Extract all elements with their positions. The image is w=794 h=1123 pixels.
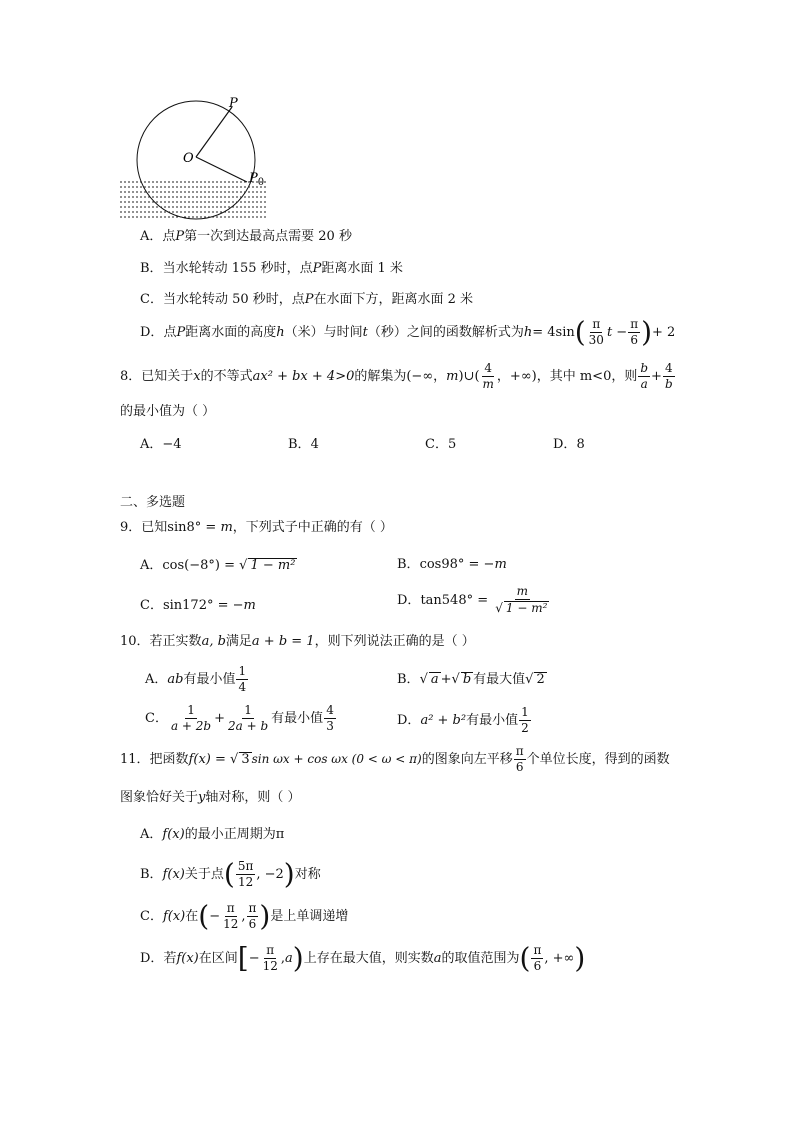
option-label: A． [145,672,168,688]
option-text: 对称 [294,867,321,883]
denominator: 12 [237,875,254,890]
denominator: 4 [238,680,247,695]
radicand: 1 − m² [505,601,548,616]
numerator: π [225,902,237,917]
fraction [236,860,256,889]
denominator: 6 [248,917,257,932]
numerator: π [590,318,602,333]
q8-stem [120,362,676,392]
fraction [226,704,270,733]
option-label: D． [140,325,164,341]
option-text: 有最大值 [473,672,526,687]
q8-choice-d [553,438,585,451]
option-text: 有最小值 [466,713,519,729]
fraction [261,944,280,973]
paren-open: ( [519,941,531,975]
label-O: O [183,151,194,166]
option-label: C． [425,437,448,452]
numerator: 4 [663,362,675,377]
q11-option-a [140,828,284,841]
operator: + [440,672,452,687]
paren-close: ) [283,857,295,891]
var-m: m [220,520,233,535]
denominator: 2a + b [228,719,269,734]
denominator: 3 [326,719,334,734]
numerator: 1 [519,706,531,721]
formula: f(x) = [188,752,231,768]
paren-close: ) [641,315,653,349]
var-m: m [494,557,507,572]
formula: a + b = 1 [251,634,315,649]
option-text: 有最小值 [271,711,324,727]
q9-option-b [397,558,507,571]
stem-text: 已知关于 [141,369,194,385]
fraction [481,362,496,391]
paren-open: ( [574,315,586,349]
stem-text: ，+∞)，其中 m<0，则 [496,369,638,385]
stem-text: 的最小值为（ ） [120,404,216,419]
stem-text: 的解集为(−∞， [354,369,447,385]
fraction [514,745,526,774]
option-label: A． [140,558,163,573]
question-number: 11． [120,752,150,768]
denominator: 30 [588,333,604,348]
q11-option-d: D．若f(x)在区间[− $\frac{\pi}{12}$ ,a)上存在最大值，则实数a的取值范围为( $\frac{\pi}{6}$ , +∞) [140,941,586,975]
numerator: π [264,944,276,959]
q9-stem [120,521,393,534]
formula: f(x) [162,827,185,842]
stem-text: ，则下列说法正确的是（ ） [314,634,475,649]
sqrt-sign: √ [451,672,460,687]
fraction [663,362,675,391]
var-p: P [304,292,314,307]
denominator: a + 2b [170,719,212,734]
formula: f(x) [162,867,185,883]
formula: cos98° = − [419,557,495,572]
q7-option-a [140,230,352,243]
stem-text: 满足 [225,634,252,649]
denominator: b [664,377,673,392]
numerator: π [514,745,526,760]
question-number: 9． [120,520,142,535]
option-text: 点 [162,229,176,244]
stem-text: 已知 [141,520,168,535]
radicand: 3 [241,752,250,768]
option-label: C． [140,909,163,925]
option-text: 距离水面 1 米 [321,261,403,276]
denominator: a [640,377,648,392]
formula: f(x) [176,951,199,967]
section-heading: 二、多选题 [120,495,186,510]
formula: tan548° = [420,592,493,608]
water-wheel-figure [115,92,290,222]
operator: + [651,369,662,385]
option-value: 4 [310,437,319,452]
var-p: P [175,229,185,244]
formula: t − [606,325,628,341]
formula: ax² + bx + 4>0 [252,369,355,385]
var-h: h [276,325,285,341]
option-text: 点 [163,325,177,341]
q9-option-c [140,599,256,612]
formula: , +∞ [544,951,575,967]
stem-text: 个单位长度，得到的函数 [526,752,670,768]
water-surface-lines [120,182,267,217]
paren-open: ( [223,857,235,891]
var-a: a [285,951,293,967]
option-label: C． [145,711,168,727]
option-value: 5 [447,437,457,452]
var-p: P [176,325,186,341]
formula: = 4sin [532,325,575,341]
label-P0: $P_0$ [249,171,265,188]
formula: cos(−8°) = [162,558,240,573]
option-text: 的最小正周期为 [184,827,276,842]
var-h: h [523,325,533,341]
option-text: 有最小值 [183,672,236,688]
numerator: 1 [236,665,248,680]
stem-text: ，下列式子中正确的有（ ） [232,520,393,535]
sqrt-sign: √ [239,558,248,573]
stem-text: 的图象向左平移 [421,752,513,768]
q7-option-b [140,262,403,275]
formula: a, b [201,634,226,649]
stem-text: 轴对称，则（ ） [205,790,301,805]
option-text: 第一次到达最高点需要 20 秒 [184,229,352,244]
fraction [531,944,543,973]
option-text: 距离水面的高度 [185,325,277,341]
var-y: y [198,790,206,805]
stem-text: 若正实数 [149,634,202,649]
option-text: （米）与时间 [284,325,363,341]
option-label: B． [397,672,420,687]
denominator: 6 [515,760,524,775]
q10-option-d [397,706,532,735]
sqrt-sign: √ [419,672,428,687]
denominator: √ 1 − m² [495,601,548,616]
bracket-open: [ [237,941,249,975]
option-label: D． [140,951,164,967]
option-label: C． [140,292,163,307]
var-m: m [243,598,256,613]
q11-option-b [140,857,321,891]
denominator: 6 [533,959,542,974]
paren-close: ) [292,941,304,975]
fraction [638,362,650,391]
denominator: 2 [521,721,529,736]
sqrt-sign: √ [525,672,534,687]
formula: sin172° = − [162,598,244,613]
numerator: 4 [324,704,336,719]
option-label: A． [140,437,163,452]
q10-option-b [397,672,547,688]
paren-close: ) [574,941,586,975]
denominator: 12 [223,917,239,932]
radius-OP [196,107,232,157]
q11-stem [120,745,670,774]
operator: − [209,909,221,925]
option-text: 在水面下方，距离水面 2 米 [313,292,474,307]
radicand: a [430,672,439,687]
paren-close: ) [259,899,271,933]
fraction [247,902,259,931]
denominator: 12 [262,959,278,974]
option-text: 在 [185,909,199,925]
fraction [628,318,640,347]
numerator: π [531,944,543,959]
formula: π [275,827,285,842]
option-label: D． [397,592,421,608]
option-label: B． [397,557,420,572]
fraction [493,585,551,616]
var-t: t [362,325,368,341]
q7-option-d [140,315,676,349]
q10-option-c [145,704,337,733]
q8-choice-a [140,438,182,451]
option-text: 若 [163,951,177,967]
paren-open: ( [198,899,210,933]
option-text: 在区间 [198,951,238,967]
var-x: x [193,369,201,385]
numerator: 1 [242,704,254,719]
radius-OP0 [196,157,247,182]
fraction [324,704,336,733]
question-number: 8． [120,369,142,385]
fraction [519,706,531,735]
option-value: −4 [162,437,182,452]
denominator: 6 [630,333,638,348]
option-label: A． [140,827,163,842]
fraction [221,902,240,931]
option-text: 的取值范围为 [441,951,520,967]
q10-stem [120,635,475,648]
option-label: D． [553,437,577,452]
wheel-circle [137,101,255,219]
label-P: P [229,96,238,111]
var-a: a [433,951,442,967]
option-text: 上存在最大值，则实数 [303,951,434,967]
var-m: m [446,369,459,385]
formula: , −2 [256,867,284,883]
sqrt-sign: √ [230,752,239,768]
q11-option-c: C．f(x)在(− $\frac{\pi}{12}$ , $\frac{\pi}{6}$ )是上单调递增 [140,899,349,933]
radicand: b [462,672,472,687]
q9-option-d [397,585,552,616]
option-label: B． [140,261,163,276]
q7-option-c [140,293,473,306]
formula: a² + b² [420,713,467,729]
fraction [236,665,248,694]
q9-option-a [140,558,297,574]
option-label: B． [140,867,163,883]
numerator: π [247,902,259,917]
denominator: m [482,377,494,392]
option-value: 8 [576,437,585,452]
q8-stem-line2 [120,405,215,418]
radicand: 1 − m² [250,558,296,573]
operator: + [214,711,226,727]
option-label: B． [288,437,311,452]
numerator: b [638,362,650,377]
formula: + 2 [652,325,676,341]
option-text: 是上单调递增 [270,909,349,925]
numerator: 5π [236,860,256,875]
formula: f(x) [162,909,186,925]
option-text: 当水轮转动 155 秒时，点 [162,261,313,276]
q8-choice-c [425,438,456,451]
stem-text: )∪( [458,369,480,385]
stem-text: 把函数 [149,752,189,768]
numerator: π [628,318,640,333]
option-label: D． [397,713,421,729]
option-text: （秒）之间的函数解析式为 [367,325,524,341]
question-number: 10． [120,634,150,649]
radicand: 2 [536,672,545,687]
fraction [587,318,606,347]
q10-option-a [145,665,249,694]
q11-stem-line2 [120,791,301,804]
fraction [169,704,213,733]
numerator: 4 [482,362,494,377]
option-label: C． [140,598,163,613]
numerator: m [515,585,530,600]
option-text: 当水轮转动 50 秒时，点 [162,292,305,307]
formula: sin ωx + cos ωx (0 < ω < π) [251,752,422,767]
stem-text: 的不等式 [200,369,253,385]
formula: sin8° = [167,520,221,535]
option-text: 关于点 [184,867,224,883]
operator: − [248,951,260,967]
numerator: 1 [185,704,197,719]
var-p: P [312,261,322,276]
option-label: A． [140,229,163,244]
formula: ab [167,672,184,688]
stem-text: 图象恰好关于 [120,790,199,805]
q8-choice-b [288,438,319,451]
